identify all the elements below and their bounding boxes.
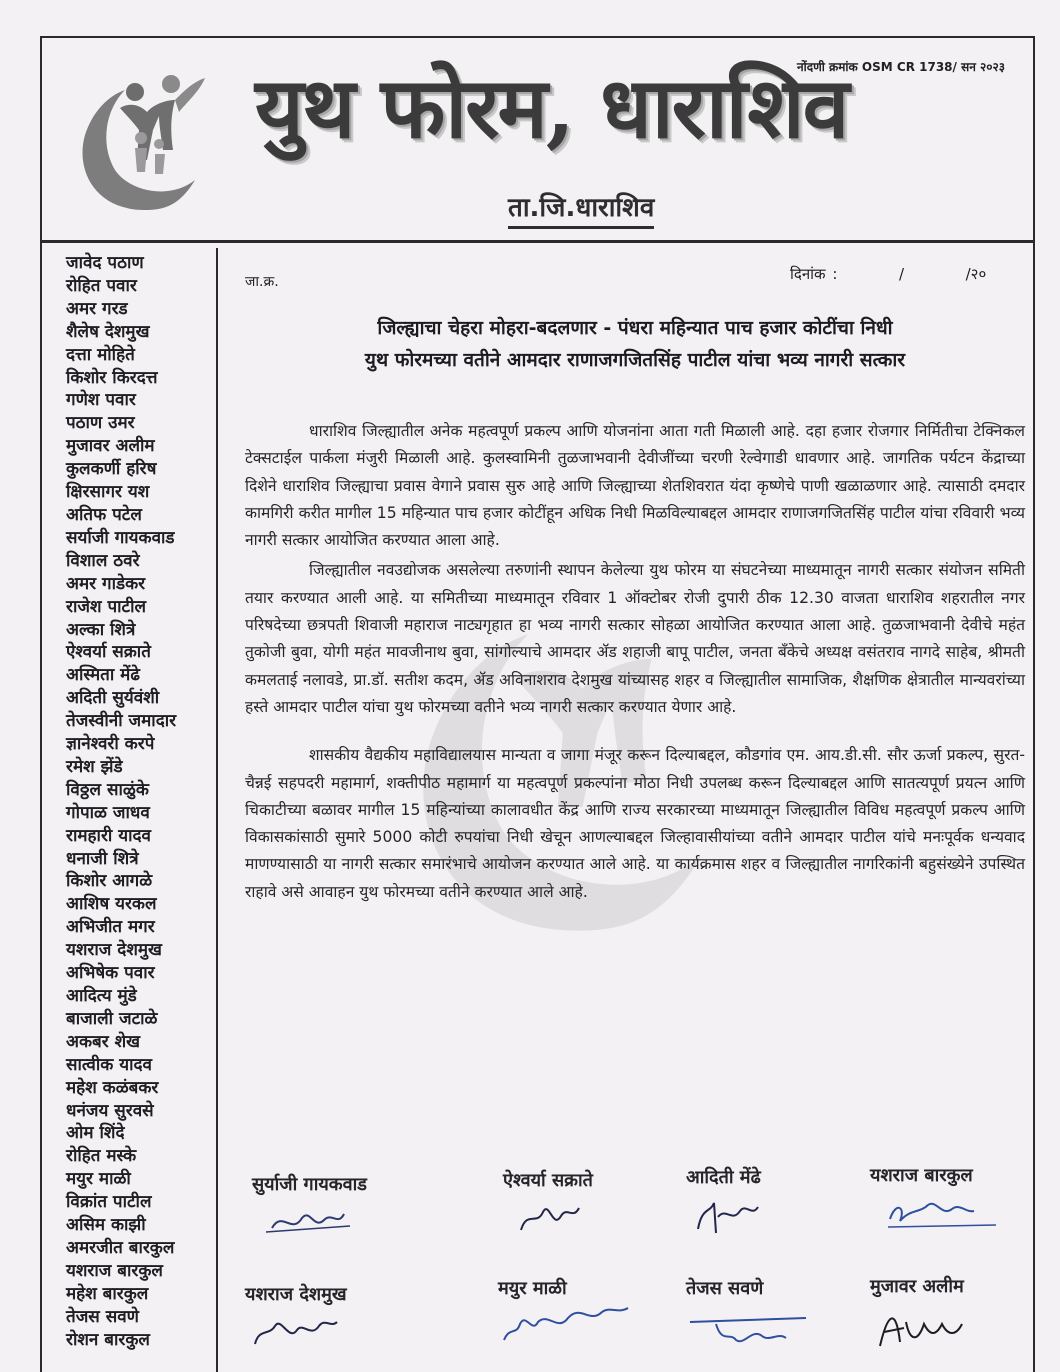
member-name: कुलकर्णी हरिष <box>66 459 157 480</box>
signature-block <box>498 1276 638 1348</box>
member-name: विशाल ठवरे <box>66 550 140 571</box>
member-name: बाजाली जटाळे <box>66 1008 158 1029</box>
organization-title: युथ फोरम, धाराशिव <box>255 58 848 157</box>
signature-scribble <box>870 1302 980 1350</box>
signatory-name: तेजस सवणे <box>686 1278 764 1299</box>
member-name: क्षिरसागर यश <box>66 482 150 503</box>
member-name: आशिष यरकल <box>66 894 157 915</box>
member-name: अमर गरड <box>66 298 128 319</box>
member-name: धनाजी शित्रे <box>66 848 139 869</box>
signature-scribble <box>252 1200 362 1240</box>
signature-block <box>870 1163 1010 1235</box>
date-label: दिनांक : <box>790 265 838 283</box>
organization-subtitle: ता.जि.धाराशिव <box>508 188 654 229</box>
member-name: गणेश पवार <box>66 390 136 411</box>
signatory-name: आदिती मेंढे <box>686 1167 761 1188</box>
signature-block <box>686 1165 796 1237</box>
signature-block <box>245 1282 355 1354</box>
member-name: रामहारी यादव <box>66 825 151 846</box>
member-name: अमरजीत बारकुल <box>66 1237 175 1258</box>
member-name: शैलेष देशमुख <box>66 321 150 342</box>
member-name: रोशन बारकुल <box>66 1329 150 1350</box>
header-divider <box>40 240 1035 243</box>
date-field <box>790 264 986 284</box>
letter-headline <box>245 312 1025 376</box>
headline-line-2: युथ फोरमच्या वतीने आमदार राणाजगजितसिंह पाटील यांचा भव्य नागरी सत्कार <box>364 349 906 371</box>
paragraph-1: धाराशिव जिल्ह्यातील अनेक महत्वपूर्ण प्रकल्प आणि योजनांना आता गती मिळाली आहे. दहा हजार रोजगार निर्मितीचा टेक्निकल टेक्सटाईल पार्कला मंजुरी मिळाली आहे. कुलस्वामिनी तुळजाभवानी देवीजींच्या चरणी रेल्वेगाडी धावणार आहे. जागतिक पर्यटन केंद्राच्या दिशेने धाराशिव जिल्ह्याचा प्रवास वेगाने प्रवास सुरु आहे आणि जिल्ह्याच्या शेतशिवरात यंदा कृष्णेचे पाणी खळाळणार आहे. त्यासाठी दमदार कामगिरी करीत मागील 15 महिन्यात पाच हजार कोटींहून अधिक निधी मिळविल्याबद्दल आमदार राणाजगजितसिंह पाटील यांचा रविवारी भव्य नागरी सत्कार आयोजित करण्यात आला आहे. <box>245 422 1025 550</box>
member-name: किशोर आगळे <box>66 871 153 892</box>
member-name: अदिती सुर्यवंशी <box>66 688 160 709</box>
member-name: अतिफ पटेल <box>66 504 142 525</box>
member-name: तेजस्वीनी जमादार <box>66 711 177 732</box>
member-name: विक्रांत पाटील <box>66 1192 152 1213</box>
headline-line-1: जिल्ह्याचा चेहरा मोहरा-बदलणार - पंधरा महिन्यात पाच हजार कोटींचा निधी <box>377 317 893 339</box>
member-name: धनंजय सुरवसे <box>66 1100 154 1121</box>
member-name: पठाण उमर <box>66 413 135 434</box>
member-name: रमेश झेंडे <box>66 756 123 777</box>
reference-number-label: जा.क्र. <box>245 274 279 290</box>
member-name: महेश कळंबकर <box>66 1077 159 1098</box>
signature-scribble <box>498 1304 638 1348</box>
member-name: अकबर शेख <box>66 1031 141 1052</box>
paragraph-2: जिल्ह्यातील नवउद्योजक असलेल्या तरुणांनी स्थापन केलेल्या युथ फोरम या संघटनेच्या माध्यमातून नागरी सत्कार संयोजन समिती तयार करण्यात आली आहे. या समितीच्या माध्यमातून रविवार 1 ऑक्टोबर रोजी दुपारी ठीक 12.30 वाजता धाराशिव शहरातील नगर परिषदेच्या छत्रपती शिवाजी महाराज नाट्यगृहात हा भव्य नागरी सत्कार सोहळा आयोजित करण्यात आला आहे. तुळजाभवानी देवीचे महंत तुकोजी बुवा, योगी महंत मावजीनाथ बुवा, सांगोल्याचे आमदार ॲड शहाजी बापू पाटील, जनता बँकेचे अध्यक्ष वसंतराव नागदे साहेब, श्रीमती कमलताई नलावडे, प्रा.डॉ. सतीश कदम, ॲड अविनाशराव देशमुख यांच्यासह शहर व जिल्ह्यातील सामाजिक, शैक्षणिक क्षेत्रातील मान्यवरांच्या हस्ते आमदार पाटील यांचा युथ फोरमच्या वतीने भव्य नागरी सत्कार करण्यात येणार आहे. <box>245 561 1025 716</box>
member-list <box>66 252 216 1352</box>
member-name: रोहित मस्के <box>66 1146 137 1167</box>
member-name: अभिजीत मगर <box>66 917 155 938</box>
signature-scribble <box>686 1304 826 1348</box>
signature-scribble <box>245 1310 355 1354</box>
signature-block <box>252 1172 367 1240</box>
signatory-name: मुजावर अलीम <box>870 1276 964 1297</box>
member-name: ओम शिंदे <box>66 1123 125 1144</box>
signature-scribble <box>686 1193 796 1237</box>
member-name: मुजावर अलीम <box>66 436 155 457</box>
member-name: सात्वीक यादव <box>66 1054 152 1075</box>
signatory-name: मयुर माळी <box>498 1278 567 1299</box>
signature-scribble <box>870 1191 1010 1235</box>
member-name: किशोर किरदत्त <box>66 367 158 388</box>
member-name: ज्ञानेश्वरी करपे <box>66 734 155 755</box>
signatory-name: ऐश्वर्या सक्राते <box>503 1170 593 1191</box>
member-name: यशराज बारकुल <box>66 1260 163 1281</box>
member-name: यशराज देशमुख <box>66 940 162 961</box>
youth-forum-logo <box>75 60 225 230</box>
member-name: अस्मिता मेंढे <box>66 665 140 686</box>
signatory-name: यशराज देशमुख <box>245 1284 347 1305</box>
member-name: अमर गाडेकर <box>66 573 146 594</box>
member-name: आदित्य मुंडे <box>66 986 137 1006</box>
signature-scribble <box>503 1196 613 1240</box>
signature-block <box>686 1276 826 1348</box>
letter-body <box>245 418 1025 906</box>
member-name: सर्याजी गायकवाड <box>66 527 175 548</box>
date-separator: / <box>898 265 905 283</box>
signature-block <box>503 1168 613 1240</box>
date-year: /२० <box>965 265 987 283</box>
signatory-name: यशराज बारकुल <box>870 1165 973 1186</box>
member-name: मयुर माळी <box>66 1169 131 1190</box>
member-name: ऐश्वर्या सक्राते <box>66 642 151 663</box>
member-name: अभिषेक पवार <box>66 963 155 984</box>
member-name: रोहित पवार <box>66 275 137 296</box>
member-name: गोपाळ जाधव <box>66 802 150 823</box>
member-name: राजेश पाटील <box>66 596 147 617</box>
sidebar-divider <box>216 248 218 1372</box>
member-name: तेजस सवणे <box>66 1306 139 1327</box>
member-name: असिम काझी <box>66 1215 146 1236</box>
member-name: महेश बारकुल <box>66 1283 149 1304</box>
signature-block <box>870 1274 980 1350</box>
member-name: दत्ता मोहिते <box>66 344 135 365</box>
member-name: अल्का शित्रे <box>66 619 136 640</box>
member-name: विठ्ठल साळुंके <box>66 779 149 800</box>
paragraph-3: शासकीय वैद्यकीय महाविद्यालयास मान्यता व जागा मंजूर करून दिल्याबद्दल, कौडगांव एम. आय.डी.सी. सौर ऊर्जा प्रकल्प, सुरत-चैन्नई सहपदरी महामार्ग, शक्तीपीठ महामार्ग या महत्वपूर्ण प्रकल्पांना मोठा निधी उपलब्ध करून दिल्याबद्दल आणि सातत्यपूर्ण प्रयत्न आणि चिकाटीच्या बळावर मागील 15 महिन्यांच्या कालावधीत केंद्र आणि राज्य सरकारच्या माध्यमातून जिल्ह्यातील विविध महत्वपूर्ण प्रकल्प आणि विकासकांसाठी सुमारे 5000 कोटी रुपयांचा निधी खेचून आणल्याबद्दल जिल्हावासीयांच्या वतीने आमदार पाटील यांचे मनःपूर्वक धन्यवाद माणण्यासाठी या नागरी सत्कार समारंभाचे आयोजन करण्यात आले आहे. या कार्यक्रमास शहर व जिल्ह्यातील नागरिकांनी बहुसंख्येने उपस्थित राहावे असे आवाहन युथ फोरमच्या वतीने करण्यात आले आहे. <box>245 746 1025 901</box>
signatory-name: सुर्याजी गायकवाड <box>252 1174 367 1195</box>
registration-number: नोंदणी क्रमांक OSM CR 1738/ सन २०२३ <box>796 60 1005 74</box>
member-name: जावेद पठाण <box>66 253 144 273</box>
